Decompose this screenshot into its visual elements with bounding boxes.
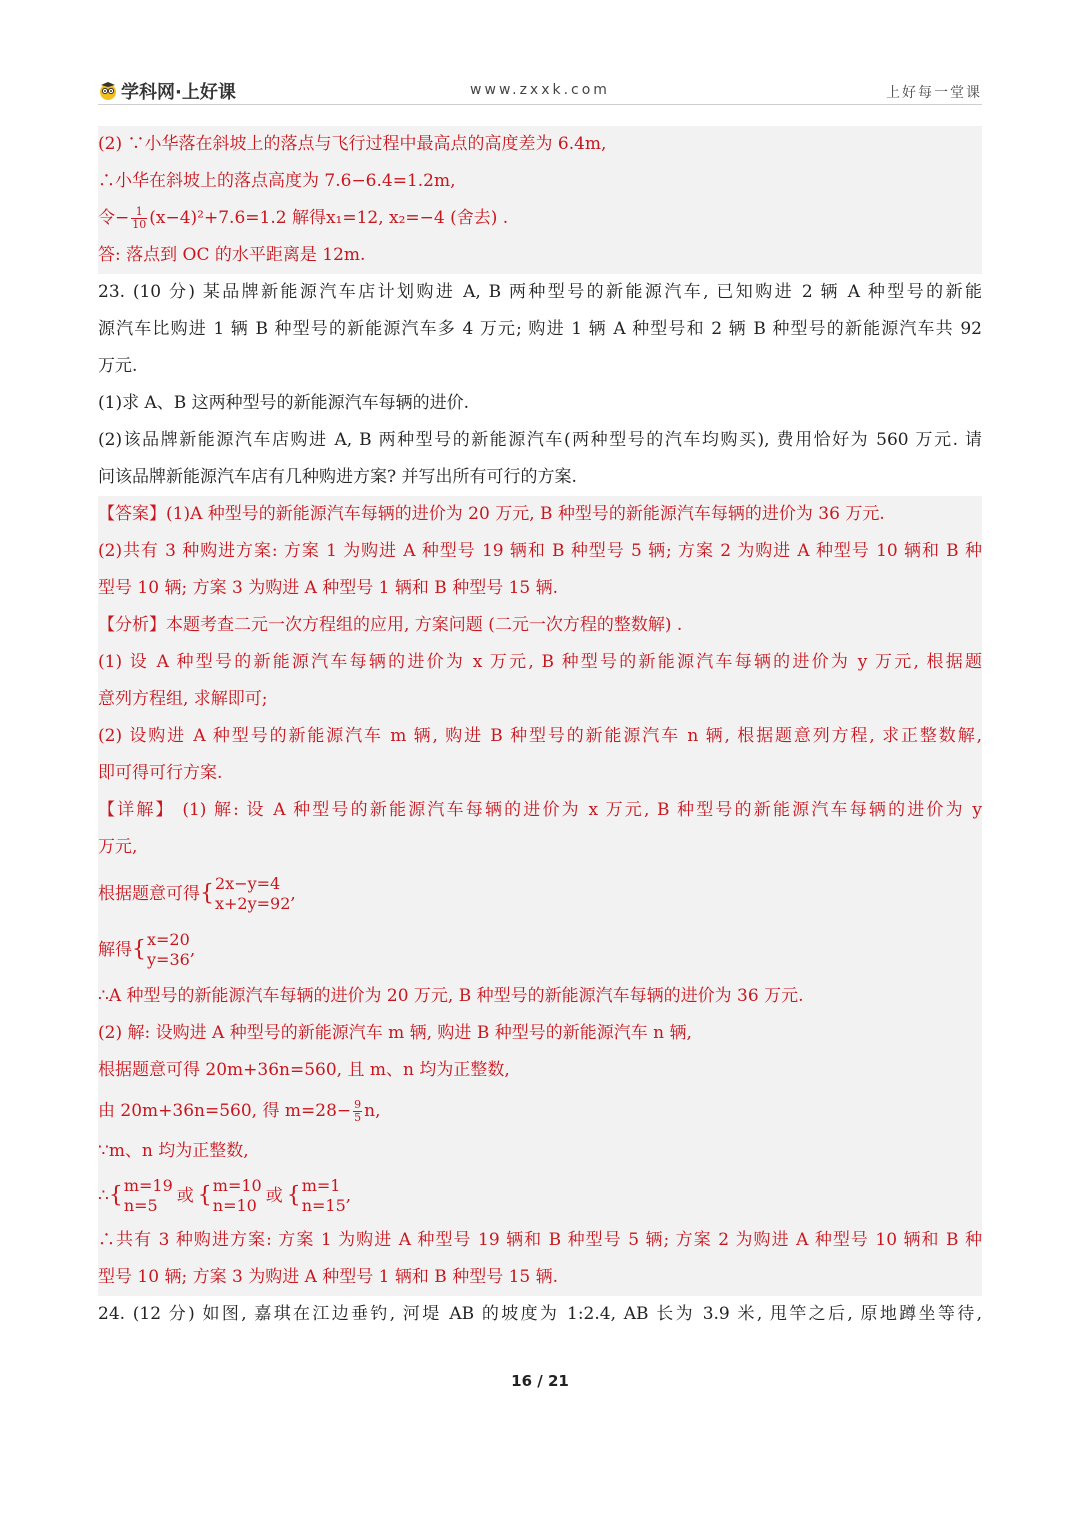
- or-word: 或: [265, 1186, 283, 1206]
- question-23: [98, 274, 982, 496]
- page-number: 16 / 21: [511, 1372, 569, 1390]
- text-line: 源汽车比购进 1 辆 B 种型号的新能源汽车多 4 万元; 购进 1 辆 A 种型号和 2 辆 B 种型号的新能源汽车共 92: [98, 319, 982, 339]
- analysis-line: 意列方程组, 求解即可;: [98, 689, 268, 709]
- analysis-line: (1) 设 A 种型号的新能源汽车每辆的进价为 x 万元, B 种型号的新能源汽车每辆的进价为 y 万元, 根据题: [98, 652, 982, 672]
- page-content: [98, 126, 982, 1333]
- equation: n=5: [123, 1196, 158, 1215]
- equation-system-line: 解得 { x=20 y=36 ,: [98, 922, 982, 978]
- brace: {: [108, 1183, 123, 1208]
- text-line: (2) ∵小华落在斜坡上的落点与飞行过程中最高点的高度差为 6.4m,: [98, 134, 607, 154]
- text-line: 万元.: [98, 356, 138, 376]
- brace: {: [286, 1183, 301, 1208]
- equation: x+2y=92: [215, 894, 291, 913]
- page-header: [98, 74, 982, 105]
- fraction: [131, 206, 147, 231]
- therefore-symbol: ∴: [98, 1186, 109, 1206]
- text-line: 答: 落点到 OC 的水平距离是 12m.: [98, 245, 366, 265]
- equation: n=15: [301, 1196, 346, 1215]
- answer-block-q23: [98, 496, 982, 1296]
- text-line: [98, 200, 982, 237]
- question-24: 24. (12 分) 如图, 嘉琪在江边垂钓, 河堤 AB 的坡度为 1:2.4, AB 长为 3.9 米, 甩竿之后, 原地蹲坐等待,: [98, 1304, 982, 1324]
- equation-system: [147, 930, 190, 970]
- text-line: 23. (10 分) 某品牌新能源汽车店计划购进 A, B 两种型号的新能源汽车, 已知购进 2 辆 A 种型号的新能: [98, 282, 982, 302]
- detail-line: ∴A 种型号的新能源汽车每辆的进价为 20 万元, B 种型号的新能源汽车每辆的进价为 36 万元.: [98, 986, 804, 1006]
- solution-system: [302, 1176, 346, 1216]
- logo-text: 学科网·上好课: [121, 82, 236, 103]
- analysis-line: 即可得可行方案.: [98, 763, 223, 783]
- equation-system: [215, 874, 290, 914]
- text-line: (2)该品牌新能源汽车店购进 A, B 两种型号的新能源汽车(两种型号的汽车均购买), 费用恰好为 560 万元. 请: [98, 430, 982, 450]
- solution-system: [124, 1176, 173, 1216]
- equation: m=19: [123, 1176, 173, 1195]
- detail-line: 【详解】 (1) 解: 设 A 种型号的新能源汽车每辆的进价为 x 万元, B 种型号的新能源汽车每辆的进价为 y: [98, 800, 982, 820]
- denominator: 10: [132, 218, 147, 231]
- numerator: 1: [131, 206, 147, 219]
- site-url: www.zxxk.com: [470, 82, 610, 98]
- fraction: [353, 1099, 362, 1124]
- text-line: ∴小华在斜坡上的落点高度为 7.6−6.4=1.2m,: [98, 171, 456, 191]
- equation-prefix: 由 20m+36n=560, 得 m=28−: [98, 1101, 352, 1121]
- brace: {: [197, 1183, 212, 1208]
- answer-line: 型号 10 辆; 方案 3 为购进 A 种型号 1 辆和 B 种型号 15 辆.: [98, 578, 559, 598]
- analysis-line: (2) 设购进 A 种型号的新能源汽车 m 辆, 购进 B 种型号的新能源汽车 n 辆, 根据题意列方程, 求正整数解,: [98, 726, 982, 746]
- equation-system-line: 根据题意可得 { 2x−y=4 x+2y=92 ,: [98, 866, 982, 922]
- equation: 2x−y=4: [215, 874, 281, 893]
- system-prefix: 解得: [98, 940, 132, 960]
- solution-block-q22: [98, 126, 982, 274]
- detail-line: [98, 1089, 982, 1133]
- detail-line: 万元,: [98, 837, 138, 857]
- detail-line: ∴共有 3 种购进方案: 方案 1 为购进 A 种型号 19 辆和 B 种型号 5 辆; 方案 2 为购进 A 种型号 10 辆和 B 种: [98, 1230, 982, 1250]
- system-prefix: 根据题意可得: [98, 884, 200, 904]
- analysis-line: 【分析】本题考查二元一次方程组的应用, 方案问题 (二元一次方程的整数解) .: [98, 615, 683, 635]
- equation: y=36: [147, 950, 190, 969]
- brace: {: [200, 881, 214, 906]
- numerator: 9: [354, 1098, 362, 1111]
- equation-rest: n,: [364, 1101, 381, 1121]
- detail-line: 型号 10 辆; 方案 3 为购进 A 种型号 1 辆和 B 种型号 15 辆.: [98, 1267, 559, 1287]
- brace: {: [132, 937, 146, 962]
- equation: n=10: [212, 1196, 257, 1215]
- detail-line: (2) 解: 设购进 A 种型号的新能源汽车 m 辆, 购进 B 种型号的新能源汽车 n 辆,: [98, 1023, 692, 1043]
- answer-line: (2)共有 3 种购进方案: 方案 1 为购进 A 种型号 19 辆和 B 种型号 5 辆; 方案 2 为购进 A 种型号 10 辆和 B 种: [98, 541, 982, 561]
- detail-line: ∵m、n 均为正整数,: [98, 1141, 249, 1161]
- denominator: 5: [354, 1111, 362, 1124]
- solutions-line: ∴ { m=19 n=5 或 { m=10 n=10 或 { m=1 n=15 ,: [98, 1170, 982, 1222]
- answer-line: 【答案】(1)A 种型号的新能源汽车每辆的进价为 20 万元, B 种型号的新能源汽车每辆的进价为 36 万元.: [98, 504, 885, 524]
- equation: x=20: [147, 930, 190, 949]
- or-word: 或: [176, 1186, 194, 1206]
- equation: m=10: [212, 1176, 262, 1195]
- detail-line: 根据题意可得 20m+36n=560, 且 m、n 均为正整数,: [98, 1060, 510, 1080]
- text-line: 问该品牌新能源汽车店有几种购进方案? 并写出所有可行的方案.: [98, 467, 577, 487]
- solution-system: [213, 1176, 262, 1216]
- equation-rest: (x−4)²+7.6=1.2 解得x₁=12, x₂=−4 (舍去) .: [149, 208, 509, 228]
- header-slogan: 上好每一堂课: [886, 85, 982, 101]
- text-line: (1)求 A、B 这两种型号的新能源汽车每辆的进价.: [98, 393, 470, 413]
- equation: m=1: [301, 1176, 341, 1195]
- equation-prefix: 令−: [98, 208, 130, 228]
